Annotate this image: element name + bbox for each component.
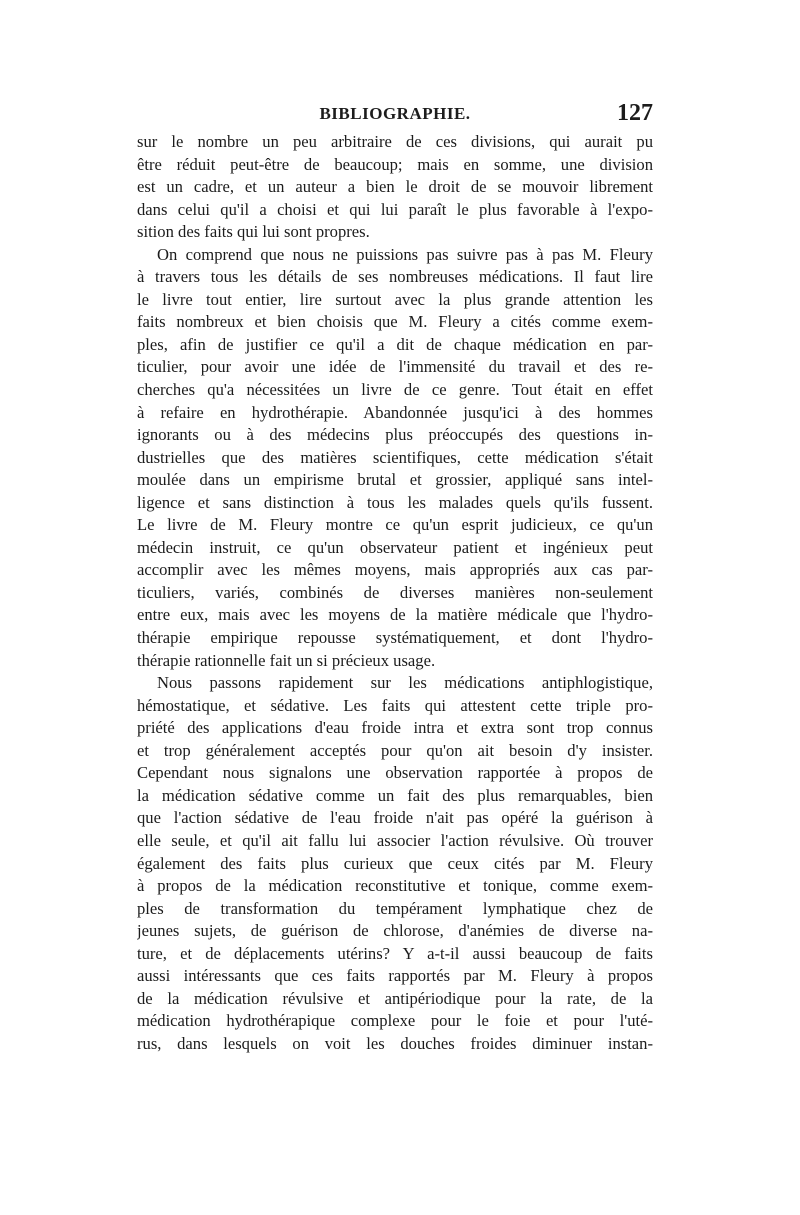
- text-line: aussi intéressants que ces faits rapportés par M. Fleury à propos: [137, 966, 653, 986]
- running-title: BIBLIOGRAPHIE.: [319, 104, 471, 123]
- text-line: dustrielles que des matières scientifiques, cette médication s'était: [137, 447, 653, 467]
- text-line: entre eux, mais avec les moyens de la matière médicale que l'hydro-: [137, 605, 653, 625]
- page-header: [137, 100, 653, 134]
- text-line: ignorants ou à des médecins plus préoccupés des questions in-: [137, 425, 653, 445]
- text-line: à propos de la médication reconstitutive et tonique, comme exem-: [137, 876, 653, 896]
- text-line: que l'action sédative de l'eau froide n'ait pas opéré la guérison à: [137, 808, 653, 828]
- text-line: sition des faits qui lui sont propres.: [137, 222, 370, 242]
- text-line: thérapie rationnelle fait un si précieux usage.: [137, 650, 436, 670]
- text-line: elle seule, et qu'il ait fallu lui associer l'action révulsive. Où trouver: [137, 830, 653, 850]
- text-line: également des faits plus curieux que ceux cités par M. Fleury: [137, 853, 653, 873]
- text-line: ture, et de déplacements utérins? Y a-t-il aussi beaucoup de faits: [137, 943, 653, 963]
- text-line: être réduit peut-être de beaucoup; mais en somme, une division: [137, 154, 653, 174]
- text-line: médecin instruit, ce qu'un observateur patient et ingénieux peut: [137, 537, 653, 557]
- text-line: sur le nombre un peu arbitraire de ces divisions, qui aurait pu: [137, 132, 653, 151]
- text-line: rus, dans lesquels on voit les douches froides diminuer instan-: [137, 1033, 653, 1053]
- text-line: thérapie empirique repousse systématiquement, et dont l'hydro-: [137, 628, 653, 648]
- text-line: et trop généralement acceptés pour qu'on ait besoin d'y insister.: [137, 740, 653, 760]
- text-line: de la médication révulsive et antipériodique pour la rate, de la: [137, 988, 653, 1008]
- text-line: Nous passons rapidement sur les médications antiphlogistique,: [157, 673, 653, 693]
- page-number: 127: [617, 100, 653, 126]
- text-line: jeunes sujets, de guérison de chlorose, d'anémies de diverse na-: [137, 921, 653, 941]
- text-line: à refaire en hydrothérapie. Abandonnée jusqu'ici à des hommes: [137, 402, 653, 422]
- text-line: hémostatique, et sédative. Les faits qui attestent cette triple pro-: [137, 695, 653, 715]
- text-line: ples de transformation du tempérament lymphatique chez de: [137, 898, 653, 918]
- text-line: Cependant nous signalons une observation rapportée à propos de: [137, 763, 653, 783]
- text-line: accomplir avec les mêmes moyens, mais appropriés aux cas par-: [137, 560, 653, 580]
- text-line: faits nombreux et bien choisis que M. Fleury a cités comme exem-: [137, 312, 653, 332]
- text-line: la médication sédative comme un fait des plus remarquables, bien: [137, 785, 653, 805]
- text-line: à travers tous les détails de ses nombreuses médications. Il faut lire: [137, 267, 653, 287]
- body-text: [137, 131, 653, 1055]
- text-line: moulée dans un empirisme brutal et grossier, appliqué sans intel-: [137, 470, 653, 490]
- text-line: médication hydrothérapique complexe pour le foie et pour l'uté-: [137, 1011, 653, 1031]
- text-line: ligence et sans distinction à tous les malades quels qu'ils fussent.: [137, 492, 653, 512]
- text-line: ticuliers, variés, combinés de diverses manières non-seulement: [137, 582, 653, 602]
- text-line: Le livre de M. Fleury montre ce qu'un esprit judicieux, ce qu'un: [137, 515, 653, 535]
- text-line: le livre tout entier, lire surtout avec la plus grande attention les: [137, 289, 653, 309]
- text-line: ples, afin de justifier ce qu'il a dit de chaque médication en par-: [137, 334, 653, 354]
- text-line: cherches qu'a nécessitées un livre de ce genre. Tout était en effet: [137, 380, 653, 400]
- text-line: priété des applications d'eau froide intra et extra sont trop connus: [137, 718, 653, 738]
- text-line: On comprend que nous ne puissions pas suivre pas à pas M. Fleury: [157, 244, 653, 264]
- text-line: ticulier, pour avoir une idée de l'immensité du travail et des re-: [137, 357, 653, 377]
- text-line: est un cadre, et un auteur a bien le droit de se mouvoir librement: [137, 177, 653, 197]
- text-line: dans celui qu'il a choisi et qui lui paraît le plus favorable à l'expo-: [137, 199, 653, 219]
